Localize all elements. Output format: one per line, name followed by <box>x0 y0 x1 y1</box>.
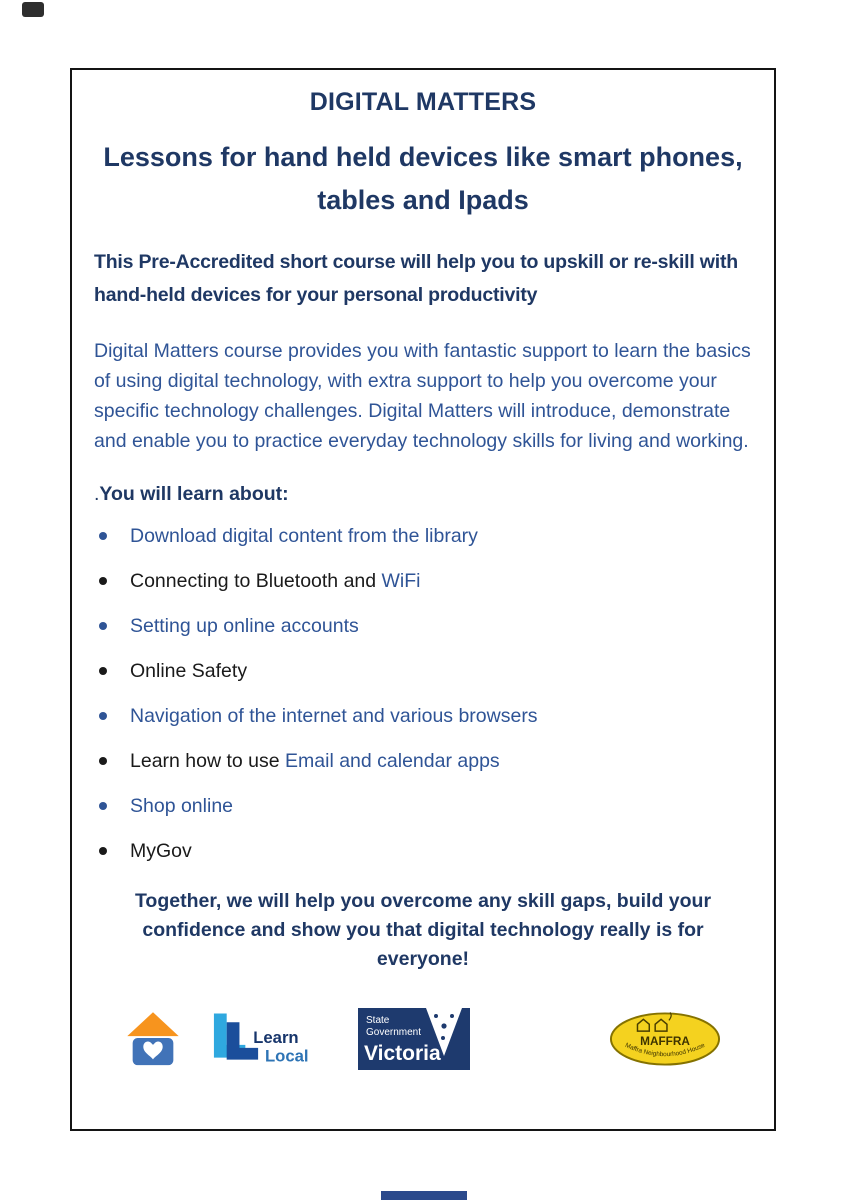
list-item <box>94 522 752 550</box>
learn-local-logo <box>210 1010 318 1073</box>
list-item <box>94 657 752 685</box>
body-paragraph: Digital Matters course provides you with fantastic support to learn the basics of using digital technology, with extra support to help you overcome your specific technology challenges. Digital Matters will introduce, demonstrate and enable you to practice everyday technology skills for living and working. <box>94 340 751 452</box>
learn-heading-label: You will learn about: <box>99 483 289 505</box>
victoria-line1: State <box>366 1015 390 1026</box>
victoria-line2: Government <box>366 1027 422 1038</box>
list-item <box>94 792 752 820</box>
next-page-edge <box>381 1191 467 1200</box>
list-item-text: Navigation of the internet and various browsers <box>130 705 538 727</box>
list-item-text: Online Safety <box>130 660 248 682</box>
maffra-arc-text: Maffra Neighbourhood House <box>623 1041 707 1059</box>
subtitle: Lessons for hand held devices like smart phones, tables and Ipads <box>103 142 743 215</box>
bullet-icon <box>99 532 107 540</box>
house-heart-logo <box>122 1008 184 1075</box>
learn-heading <box>94 480 752 508</box>
victoria-icon <box>358 1008 470 1070</box>
bullet-icon <box>99 712 107 720</box>
list-item <box>94 612 752 640</box>
closing-paragraph: Together, we will help you overcome any skill gaps, build your confidence and show you that digital technology really is for everyone! <box>134 890 712 970</box>
list-item-text: Shop online <box>130 795 234 817</box>
list-item-text: Setting up online accounts <box>130 615 359 637</box>
list-item-text: Download digital content from the library <box>130 525 478 547</box>
learn-local-word1: Learn <box>253 1027 299 1047</box>
bullet-icon <box>99 577 107 585</box>
maffra-neighbourhood-house-logo <box>608 1010 722 1073</box>
learn-local-icon <box>210 1010 318 1068</box>
learn-list <box>94 522 752 865</box>
list-item <box>94 837 752 865</box>
list-item-text: Learn how to use <box>130 750 286 772</box>
list-item <box>94 702 752 730</box>
page-title: DIGITAL MATTERS <box>309 88 537 116</box>
intro-paragraph: This Pre-Accredited short course will help you to upskill or re-skill with hand-held devices for your personal productivity <box>94 251 739 306</box>
learn-local-word2: Local <box>264 1046 309 1066</box>
bullet-icon <box>99 622 107 630</box>
maffra-icon <box>608 1010 722 1068</box>
list-item <box>94 567 752 595</box>
logo-row <box>94 1008 752 1075</box>
flyer-frame <box>70 68 776 1131</box>
bullet-icon <box>99 847 107 855</box>
learn-heading-prefix: . <box>94 483 100 505</box>
maffra-name: MAFFRA <box>640 1034 690 1048</box>
list-item-text: Email and calendar apps <box>285 750 500 772</box>
victoria-name: Victoria <box>364 1042 441 1065</box>
scan-artifact <box>22 2 44 17</box>
list-item-text: Connecting to Bluetooth and <box>130 570 382 592</box>
victoria-state-government-logo <box>358 1008 470 1075</box>
list-item-text: WiFi <box>381 570 421 592</box>
bullet-icon <box>99 802 107 810</box>
list-item <box>94 747 752 775</box>
list-item-text: MyGov <box>130 840 192 862</box>
bullet-icon <box>99 757 107 765</box>
house-heart-icon <box>122 1008 184 1070</box>
bullet-icon <box>99 667 107 675</box>
